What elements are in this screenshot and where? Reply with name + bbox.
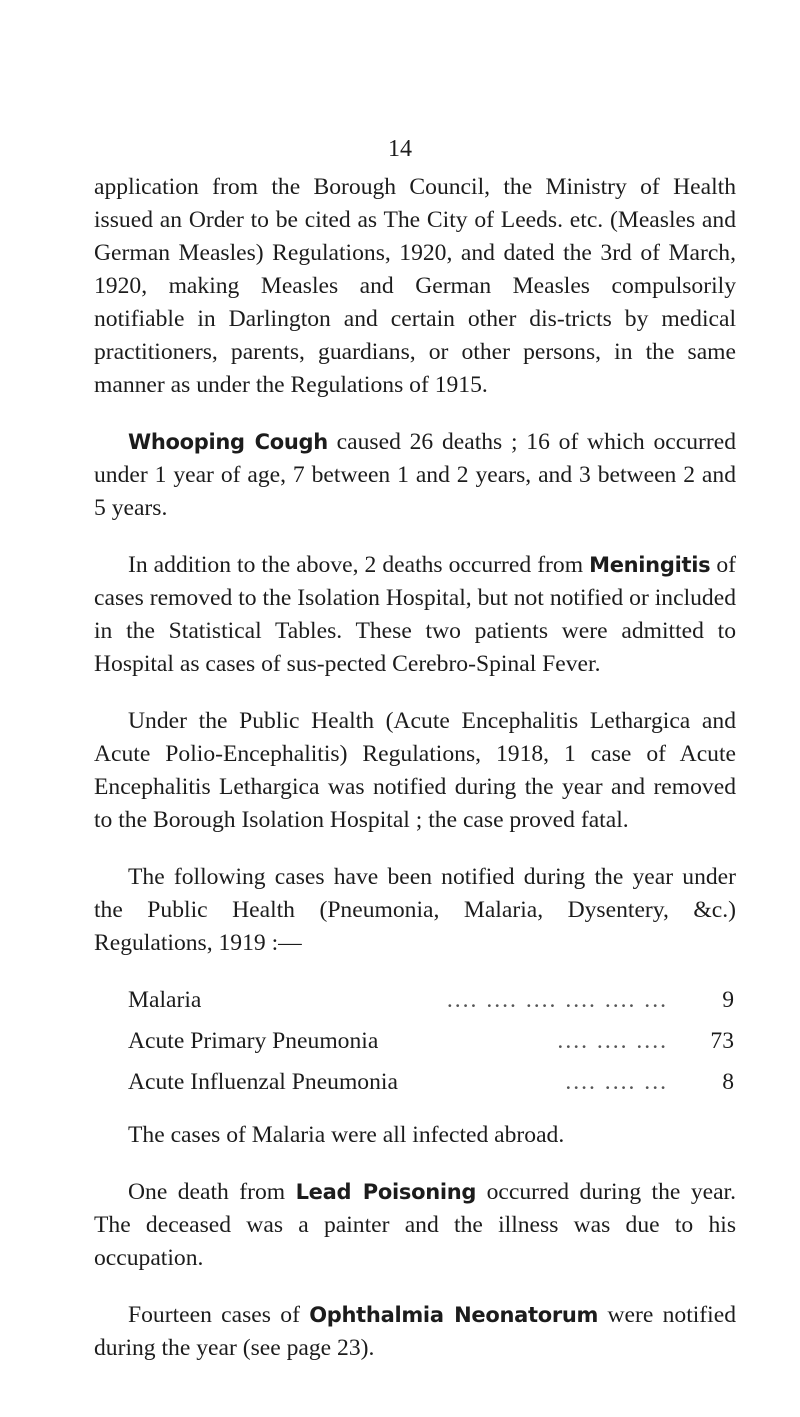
- paragraph-ophthalmia: [94, 1299, 736, 1365]
- table-row: [94, 1062, 734, 1103]
- document-body: [94, 171, 736, 1365]
- case-name: Malaria: [128, 987, 202, 1013]
- paragraph-malaria-abroad: The cases of Malaria were all infected abroad.: [128, 1122, 565, 1148]
- paragraph-measles-regulations: application from the Borough Council, the Ministry of Health issued an Order to be cited as The City of Leeds. etc. (Measles and German Measles) Regulations, 1920, and dated the 3rd of March, 1920, making Measles and German Measles compulsorily notifiable in Darlington and certain other dis-tricts by medical practitioners, parents, guardians, or other persons, in the same manner as under the Regulations of 1915.: [94, 174, 736, 398]
- case-count: 9: [722, 987, 734, 1013]
- meningitis-text-after: of cases removed to the Isolation Hospital, but not notified or included in the Statistical Tables. These two patients were admitted to Hospital as cases of sus-pected Cerebro-Spinal Fever.: [94, 552, 736, 677]
- ophthalmia-text-after: were notified during the year (see page 23).: [94, 1302, 736, 1361]
- ophthalmia-text-before: Fourteen cases of: [128, 1302, 310, 1328]
- leader-dots: .... .... .... .... .... ...: [446, 987, 668, 1013]
- heading-whooping-cough: Whooping Cough: [128, 430, 328, 454]
- paragraph-notified-cases-intro: The following cases have been notified during the year under the Public Health (Pneumonia, Malaria, Dysentery, &c.) Regulations, 1919 :—: [94, 864, 736, 956]
- paragraph-lead-poisoning: [94, 1176, 736, 1275]
- page-number: 14: [388, 136, 412, 162]
- leader-dots: .... .... ...: [565, 1069, 668, 1095]
- heading-ophthalmia-neonatorum: Ophthalmia Neonatorum: [309, 1303, 599, 1327]
- paragraph-meningitis: [94, 549, 736, 681]
- case-count: 8: [722, 1069, 734, 1095]
- heading-meningitis: Meningitis: [589, 553, 711, 577]
- leader-dots: .... .... ....: [557, 1028, 668, 1054]
- paragraph-encephalitis: Under the Public Health (Acute Encephalitis Lethargica and Acute Polio-Encephalitis) Regulations, 1918, 1 case of Acute Encephalitis Lethargica was notified during the year and removed to the Borough Isolation Hospital ; the case proved fatal.: [94, 708, 736, 833]
- heading-lead-poisoning: Lead Poisoning: [295, 1180, 477, 1204]
- paragraph-whooping-cough: [94, 426, 736, 525]
- case-name: Acute Influenzal Pneumonia: [128, 1069, 398, 1095]
- whooping-cough-text: caused 26 deaths ; 16 of which occurred under 1 year of age, 7 between 1 and 2 years, and 3 between 2 and 5 years.: [94, 429, 736, 521]
- table-row: [94, 980, 734, 1021]
- case-name: Acute Primary Pneumonia: [128, 1028, 379, 1054]
- case-count: 73: [710, 1028, 734, 1054]
- lead-poisoning-text-before: One death from: [128, 1179, 296, 1205]
- meningitis-text-before: In addition to the above, 2 deaths occurred from: [128, 552, 590, 578]
- notified-cases-table: [94, 980, 734, 1103]
- lead-poisoning-text-after: occurred during the year. The deceased was a painter and the illness was due to his occupation.: [94, 1179, 737, 1271]
- table-row: [94, 1021, 734, 1062]
